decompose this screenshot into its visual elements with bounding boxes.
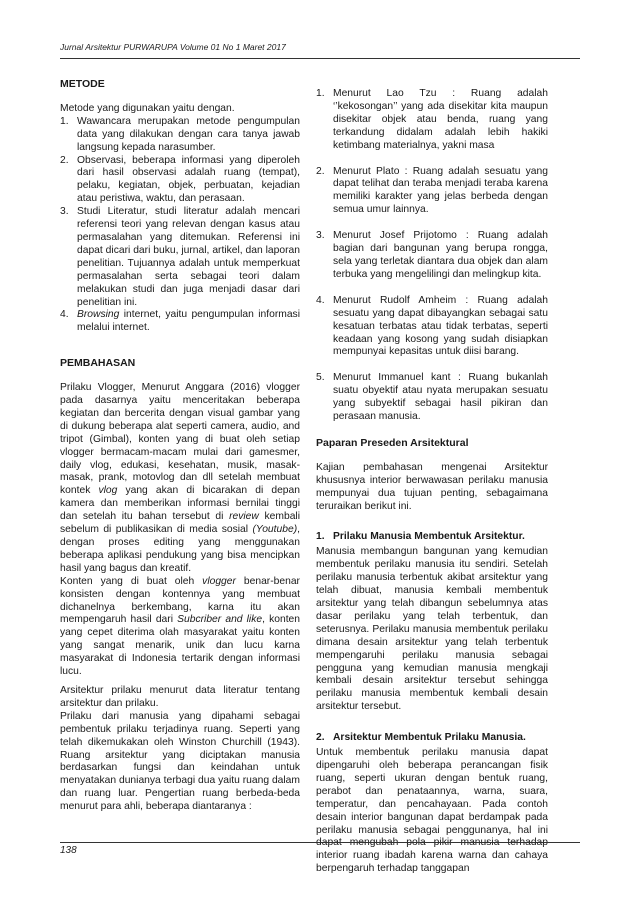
method-item bbox=[60, 116, 300, 155]
list-number: 2. bbox=[316, 732, 325, 744]
definition-item bbox=[316, 166, 548, 218]
list-number: 3. bbox=[60, 206, 69, 218]
list-number: 1. bbox=[316, 88, 325, 99]
method-text: internet, yaitu pengumpulan informasi melalui internet. bbox=[77, 309, 300, 334]
section-heading-pembahasan: PEMBAHASAN bbox=[60, 357, 136, 370]
list-number: 2. bbox=[316, 165, 325, 177]
method-item bbox=[60, 206, 300, 309]
italic-run: vlogger bbox=[202, 575, 236, 587]
definition-text: Menurut Plato : Ruang adalah sesuatu yang dapat telihat dan teraba menjadi teraba karena memiliki karakter yang jelas berbeda dengan semua umur lainnya. bbox=[333, 165, 548, 216]
definition-text: Menurut Lao Tzu : Ruang adalah ‘’kekosongan’’ yang ada disekitar kita maupun disekitar objek atau benda, ruang yang terkandung didalam adalah lebih hakiki ketimbang materialnya, yakni masa bbox=[333, 88, 548, 151]
header-rule bbox=[60, 58, 580, 59]
subsection-heading bbox=[316, 531, 548, 544]
pembahasan-paragraph-2 bbox=[60, 576, 300, 679]
subsection-heading bbox=[316, 732, 548, 745]
method-text: Wawancara merupakan metode pengumpulan data yang dilakukan dengan cara tanya jawab langsung kepada narasumber. bbox=[77, 115, 300, 153]
list-number: 3. bbox=[316, 230, 325, 242]
subsection-body: Manusia membangun bangunan yang kemudian membentuk perilaku manusia itu sendiri. Setelah perilaku manusia terbentuk akibat arsitektur yang telah dibuat, manusia kembali membentuk arsitektur yang telah dibangun sebelumnya atas dasar perilaku yang telah terbentuk, dan seterusnya. Perilaku manusia membentuk perilaku dimana desain arsitektur yang telah terbentuk mempengaruhi perilaku manusia sebagai pengguna yang kemudian manusia mengkaji kembali desain arsitektur tersebut sehingga perilaku manusia membentuk kembali desain arsitektur tersebut. bbox=[316, 546, 548, 713]
text-run: benar-benar konsisten dengan kontennya yang membuat dichanelnya berkembang, karna itu akan mempengaruh hasil dari bbox=[60, 575, 300, 626]
preseden-intro: Kajian pembahasan mengenai Arsitektur khususnya interior berwawasan perilaku manusia mempunyai dua tujuan penting, sebagaimana teruraikan berikut ini. bbox=[316, 461, 548, 512]
list-number: 5. bbox=[316, 372, 325, 384]
pembahasan-paragraph-1 bbox=[60, 382, 300, 576]
definition-item bbox=[316, 295, 548, 360]
pembahasan-paragraph-4: Prilaku dari manusia yang dipahami sebagai pembentuk prilaku terjadinya ruang. Seperti yang telah dikemukakan oleh Winston Churchill (1943). Ruang arsitektur yang diciptakan manusia berdasarkan fungsi dan keindahan untuk menyatakan dunianya terbagi dua yaitu ruang dalam dan ruang luar. Pengertian ruang berbeda-beda menurut para ahli, beberapa diantaranya : bbox=[60, 710, 300, 813]
list-number: 2. bbox=[60, 154, 69, 166]
subsection-title: Prilaku Manusia Membentuk Arsitektur. bbox=[333, 531, 525, 543]
definition-item bbox=[316, 230, 548, 282]
section-heading-preseden: Paparan Preseden Arsitektural bbox=[316, 436, 469, 449]
definition-text: Menurut Immanuel kant : Ruang bukanlah suatu obyektif atau nyata merupakan sesuatu yang subyektif sebagai hasil pikiran dan perasaan manusia. bbox=[333, 372, 548, 423]
list-number: 4. bbox=[316, 294, 325, 306]
left-column bbox=[60, 78, 300, 814]
list-number: 1. bbox=[316, 531, 325, 543]
text-run: Konten yang di buat oleh bbox=[60, 575, 203, 587]
metode-intro: Metode yang digunakan yaitu dengan. bbox=[60, 102, 235, 114]
running-head: Jurnal Arsitektur PURWARUPA Volume 01 No 1 Maret 2017 bbox=[60, 42, 286, 52]
pembahasan-paragraph-3: Arsitektur prilaku menurut data literatur tentang arsitektur dan prilaku. bbox=[60, 684, 300, 709]
italic-run: Subcriber and like bbox=[177, 614, 263, 626]
text-run: yang akan di bicarakan di depan kamera dan memberikan informasi bernilai tinggi dan setelah itu bahan tersebut di bbox=[60, 485, 300, 523]
method-text: Observasi, beberapa informasi yang diperoleh dari hasil observasi adalah ruang (tempat), pelaku, kegiatan, objek, perbuatan, kejadian atau peristiwa, waktu, dan perasaan. bbox=[77, 154, 300, 205]
right-column bbox=[316, 78, 548, 876]
list-number: 4. bbox=[60, 309, 69, 321]
subsection-title: Arsitektur Membentuk Prilaku Manusia. bbox=[333, 732, 526, 744]
italic-run: (Youtube) bbox=[252, 524, 298, 536]
text-run: Prilaku Vlogger, Menurut Anggara (2016) vlogger pada dasarnya yaitu menceritakan beberapa kegiatan dan bercerita dengan visual gambar yang di dukung beberapa alat seperti camera, audio, and tripot (Gimbal), konten yang di buat oleh setiap vlogger bermacam-macam mulai dari gamesmer, daily vlog, edukasi, kesehatan, musik, masak-masak, prank, motovlog dan dll setelah membuat kontek bbox=[60, 382, 300, 497]
method-list bbox=[60, 116, 300, 335]
definition-text: Menurut Josef Prijotomo : Ruang adalah bagian dari bangunan yang berupa rongga, sela yang terletak diantara dua objek dan alam terbuka yang mengelilingi dan melingkup kita. bbox=[333, 230, 548, 280]
method-item bbox=[60, 309, 300, 335]
definition-item bbox=[316, 372, 548, 424]
footer-rule bbox=[60, 842, 580, 843]
page-number: 138 bbox=[60, 845, 77, 856]
method-item bbox=[60, 155, 300, 207]
method-text: Studi Literatur, studi literatur adalah mencari referensi teori yang relevan dengan kasus atau permasalahan yang ditemukan. Referensi ini dapat dicari dari buku, jurnal, artikel, dan laporan penelitian. Tujuannya adalah untuk memperkuat permasalahan serta sebagai teori dalam melakukan studi dan juga menjadi dasar dari penelitian ini. bbox=[77, 206, 300, 308]
definition-list bbox=[316, 88, 548, 424]
definition-item bbox=[316, 88, 548, 153]
text-run: , konten yang cepet diterima olah masyarakat yaitu konten yang sangat menarik, unik dan lucu karna masyarakat di Indonesia tertarik dengan informasi lucu. bbox=[60, 614, 301, 678]
definition-text: Menurut Rudolf Amheim : Ruang adalah sesuatu yang dapat dibayangkan sebagai satu kesatuan terbatas atau tidak terbatas, seperti keadaan yang kosong yang sudah disiapkan mempunyai kepasitas untuk diisi barang. bbox=[333, 294, 548, 358]
section-heading-metode: METODE bbox=[60, 78, 105, 90]
text-run: , dengan proses editing yang menggunakan beberapa aplikasi pendukung yang bisa mencipkan hasil yang bagus dan kreatif. bbox=[60, 524, 300, 574]
text-run: kembali sebelum di publikasikan di media sosial bbox=[60, 511, 301, 536]
list-number: 1. bbox=[60, 115, 69, 127]
italic-run: review bbox=[229, 511, 259, 523]
subsection-body: Untuk membentuk perilaku manusia dapat dipengaruhi oleh beberapa perancangan fisik ruang, seperti ukuran dengan bentuk ruang, perabot dan penataannya, warna, suara, temperatur, dan pencahayaan. Pada contoh desain interior bangunan dapat berdampak pada perilaku manusia sebagai penggunanya, hal ini dapat mengubah pola pikir manusia terhadap interior ruang ibadah karena warna dan cahaya berpengaruh terhadap tanggapan bbox=[316, 747, 548, 875]
italic-run: vlog bbox=[98, 485, 118, 497]
method-term: Browsing bbox=[77, 309, 120, 321]
